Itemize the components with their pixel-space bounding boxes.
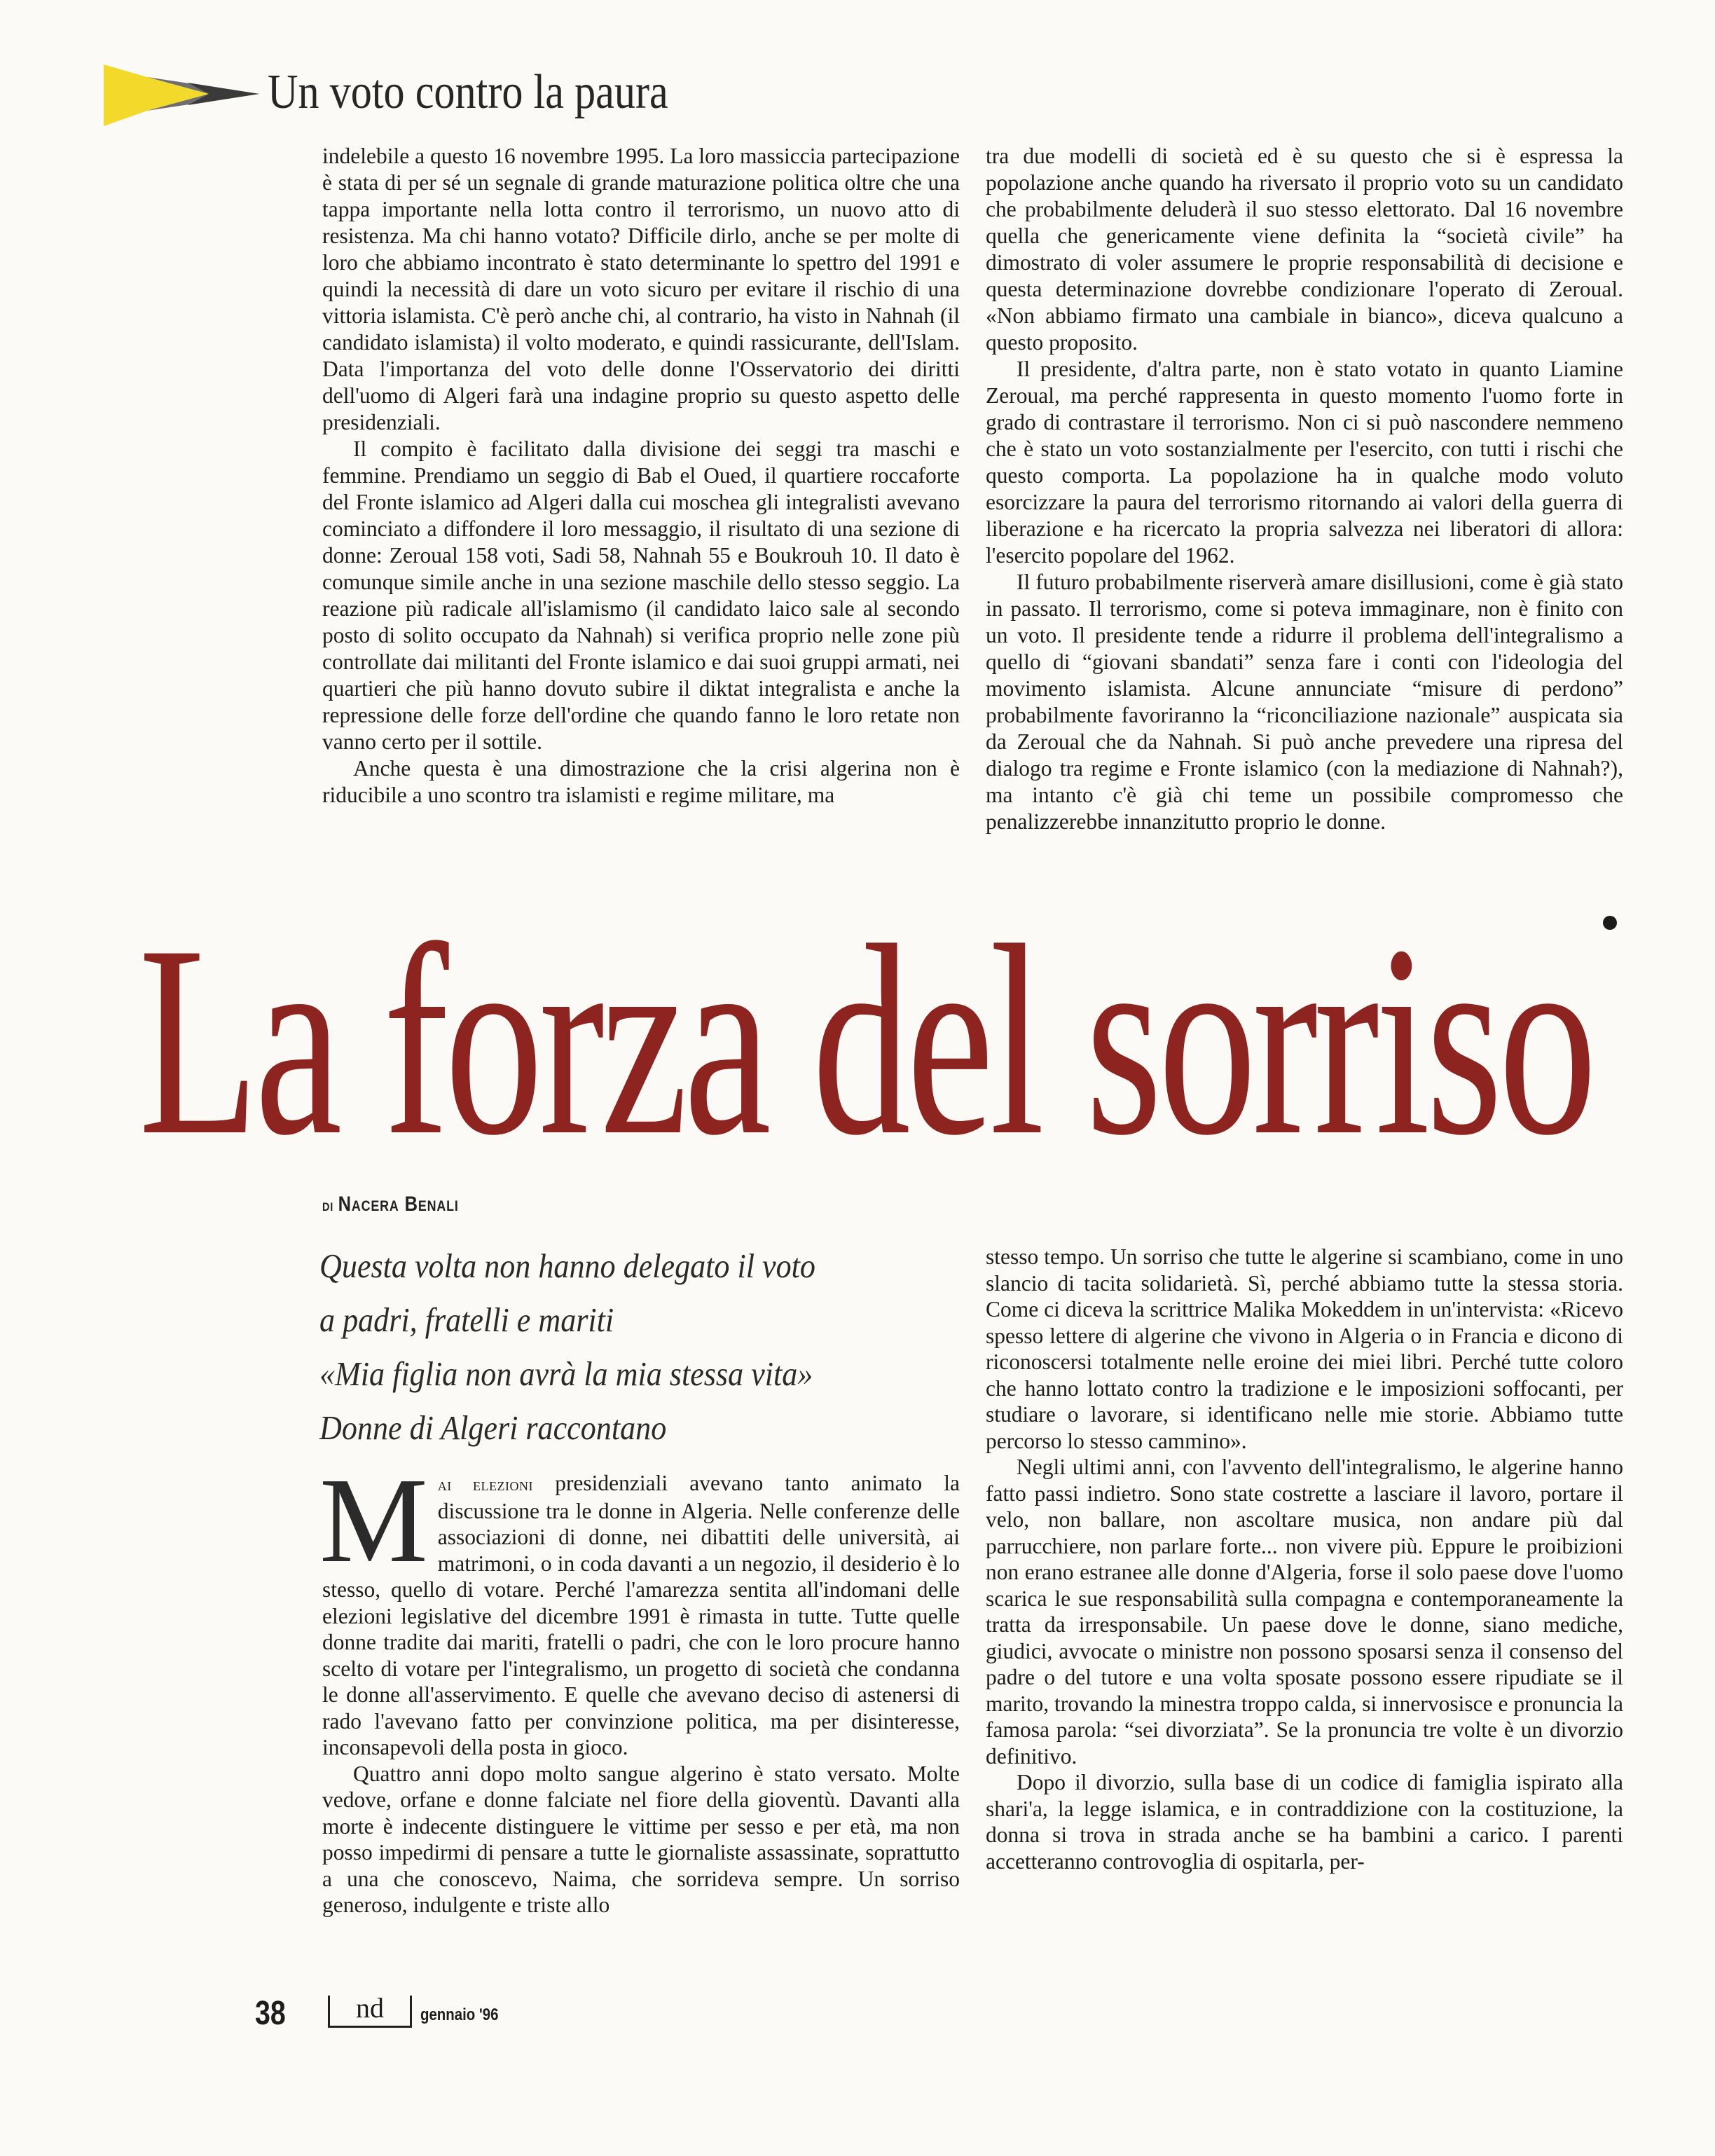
paragraph: Il compito è facilitato dalla divisione dei seggi tra maschi e femmine. Prendiamo un seggio di Bab el Oued, il quartiere roccaforte del Fronte islamico ad Algeri dalla cui moschea gli integralisti avevano cominciato a diffondere il loro messaggio, il risultato di una sezione di donne: Zeroual 158 voti, Sadi 58, Nahnah 55 e Boukrouh 10. Il dato è comunque simile anche in una sezione maschile dello stesso seggio. La reazione più radicale all'islamismo (il candidato laico sale al secondo posto di solito occupato da Nahnah) si verifica proprio nelle zone più controllate dai militanti del Fronte islamico e dai suoi gruppi armati, nei quartieri che più hanno dovuto subire il diktat integralista e anche la repressione delle forze dell'ordine che quando fanno le loro retate non vanno certo per il sottile. [322,437,960,754]
magazine-logo: nd [328,1996,412,2028]
byline-prefix: di [322,1196,334,1215]
section-arrow-icon [104,62,259,129]
paragraph: tra due modelli di società ed è su questo che si è espressa la popolazione anche quando ha riversato il proprio voto su un candidato che probabilmente deluderà il suo stesso elettorato. Dal 16 novembre quella che genericamente viene definita la “società civile” ha dimostrato di voler assumere le proprie responsabilità di decisione e questa determinazione dovrebbe condizionare l'operato di Zeroual. «Non abbiamo firmato una cambiale in bianco», diceva qualcuno a questo proposito. [986,144,1623,355]
drop-cap: M [319,1453,428,1588]
section-title: Un voto contro la paura [268,65,668,119]
paragraph: stesso tempo. Un sorriso che tutte le algerine si scambiano, come in uno slancio di tacita solidarietà. Sì, perché abbiamo tutte la stessa storia. Come ci diceva la scrittrice Malika Mokeddem in un'intervista: «Ricevo spesso lettere di algerine che vivono in Algeria o in Francia e dicono di riconoscersi totalmente nelle eroine dei miei libri. Perché tutte coloro che hanno lottato contro la tradizione e le imposizioni soffocanti, per studiare o lavorare, si identificano nelle mie storie. Abbiamo tutte percorso lo stesso cammino». [986,1244,1623,1453]
subtitle-line: Donne di Algeri raccontano [319,1408,667,1447]
paragraph: Dopo il divorzio, sulla base di un codice di famiglia ispirato alla shari'a, la legge islamica, e in contraddizione con la costituzione, la donna si trova in strada anche se ha bambini a carico. I parenti accetteranno controvoglia di ospitarla, per- [986,1770,1623,1874]
top-article-left-column [322,143,960,809]
paragraph: Negli ultimi anni, con l'avvento dell'integralismo, le algerine hanno fatto passi indietro. Sono state costrette a lasciare il lavoro, portare il velo, non ballare, non ascoltare musica, non andare più dal parrucchiere, non parlare forte... non vivere più. Eppure le proibizioni non erano estranee alle donne d'Algeria, forse il solo paese dove l'uomo scarica le sue responsabilità sulla compagna e contemporaneamente la tratta da irresponsabile. Un paese dove le donne, siano mediche, giudici, avvocate o ministre non possono sposarsi senza il consenso del padre o del tutore e una volta sposate possono essere ripudiate se il marito, trovando la minestra troppo calda, si innervosisce e pronuncia la famosa parola: “sei divorziata”. Se la pronuncia tre volte è un divorzio definitivo. [986,1455,1623,1769]
issue-date: gennaio '96 [420,2005,499,2024]
lead-paragraph [319,1453,960,1761]
top-article-right-column [986,143,1623,835]
lead-text: presidenziali avevano tanto animato la discussione tra le donne in Algeria. Nelle conferenze delle associazioni di donne, nei dibattiti delle università, ai matrimoni, o in coda davanti a un negozio, il desiderio è lo stesso, quello di votare. Perché l'amarezza sentita all'indomani delle elezioni legislative del dicembre 1991 è rimasta in tutte. Tutte quelle donne tradite dai mariti, fratelli o padri, che con le loro procure hanno scelto di votare per l'integralismo, un progetto di società che condanna le donne all'asservimento. E quelle che avevano deciso di astenersi di rado l'avevano fatto per convinzione politica, ma per disinteresse, inconsapevoli della posta in gioco. [322,1471,960,1759]
main-article-left-column [319,1453,960,1918]
paragraph: Il futuro probabilmente riserverà amare disillusioni, come è già stato in passato. Il terrorismo, come si poteva immaginare, non è finito con un voto. Il presidente tende a ridurre il problema dell'integralismo a quello di “giovani sbandati” senza fare i conti con l'ideologia del movimento islamista. Alcune annunciate “misure di perdono” probabilmente favoriranno la “riconciliazione nazionale” auspicata sia da Zeroual che da Nahnah. Si può anche prevedere una ripresa del dialogo tra regime e Fronte islamico (con la mediazione di Nahnah?), ma intanto c'è già chi teme un possibile compromesso che penalizzerebbe innanzitutto proprio le donne. [986,570,1623,834]
paragraph: Il presidente, d'altra parte, non è stato votato in quanto Liamine Zeroual, ma perché rappresenta in questo momento l'uomo forte in grado di contrastare il terrorismo. Non ci si può nascondere nemmeno che è stato un voto sostanzialmente per l'esercito, con tutti i rischi che questo comporta. La popolazione ha in qualche modo voluto esorcizzare la paura del terrorismo ritornando ai valori della guerra di liberazione e ha ricercato la propria salvezza nei liberatori di allora: l'esercito popolare del 1962. [986,357,1623,568]
byline [322,1193,459,1216]
subtitle-line: «Mia figlia non avrà la mia stessa vita» [319,1354,813,1393]
lead-in-caps: ai elezioni [437,1474,533,1495]
paragraph: indelebile a questo 16 novembre 1995. La loro massiccia partecipazione è stata di per sé un segnale di grande maturazione politica oltre che una tappa importante nella lotta contro il terrorismo, un nuovo atto di resistenza. Ma chi hanno votato? Difficile dirlo, anche se per molte di loro che abbiamo incontrato è stato determinante lo spettro del 1991 e quindi la necessità di dare un voto sicuro per evitare il rischio di una vittoria islamista. C'è però anche chi, al contrario, ha visto in Nahnah (il candidato islamista) il volto moderato, e quindi rassicurante, dell'Islam. Data l'importanza del voto delle donne l'Osservatorio dei diritti dell'uomo di Algeri farà una indagine proprio su questo aspetto delle presidenziali. [322,144,960,434]
subtitle-line: a padri, fratelli e mariti [319,1300,614,1339]
article-end-dot-icon [1603,916,1617,930]
paragraph: Quattro anni dopo molto sangue algerino è stato versato. Molte vedove, orfane e donne falciate nel fiore della gioventù. Davanti alla morte è indecente distinguere le vittime per sesso e per età, ma non posso impedirmi di pensare a tutte le giornaliste assassinate, soprattutto a una che conoscevo, Naima, che sorrideva sempre. Un sorriso generoso, indulgente e triste allo [322,1761,960,1917]
main-article-right-column [986,1244,1623,1874]
byline-author: Nacera Benali [338,1193,459,1216]
subtitle-line: Questa volta non hanno delegato il voto [319,1247,815,1285]
page-number: 38 [255,1995,286,2032]
headline: La forza del sorriso [139,889,1593,1192]
subtitle [319,1239,964,1455]
paragraph: Anche questa è una dimostrazione che la crisi algerina non è riducibile a uno scontro tra islamisti e regime militare, ma [322,756,960,807]
